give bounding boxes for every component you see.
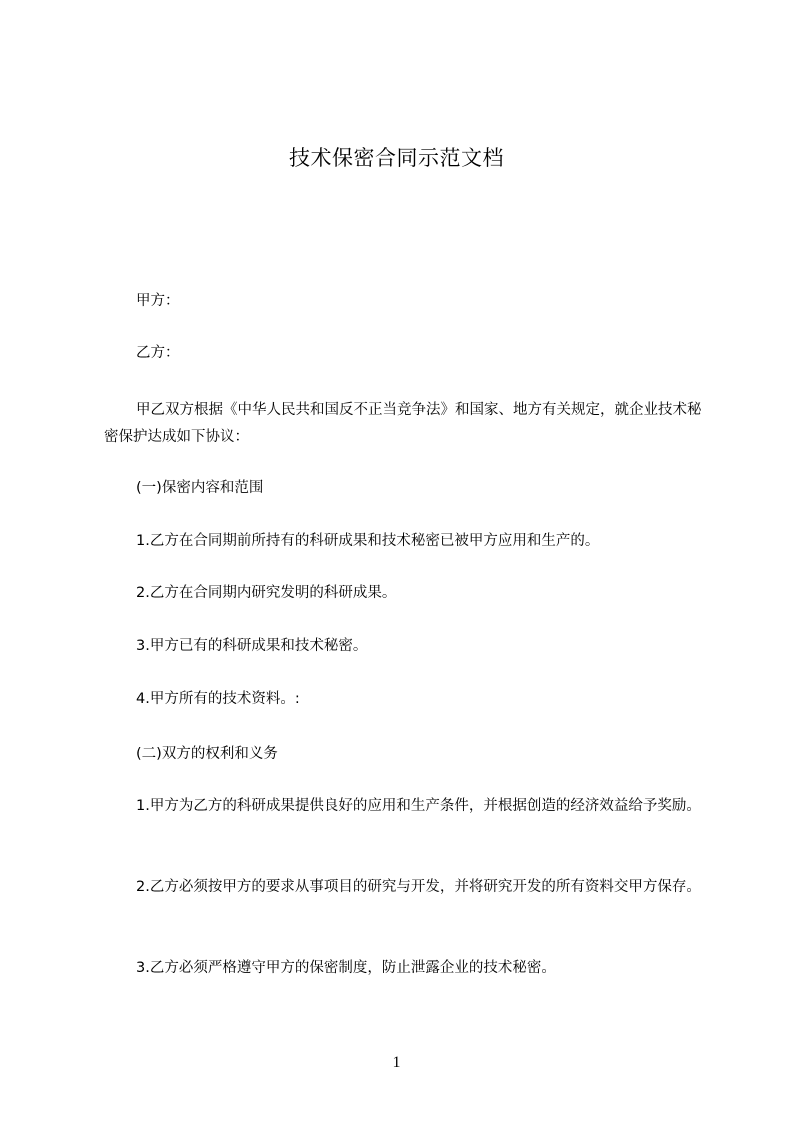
page-number: 1	[392, 1054, 401, 1071]
rights-item-2: 2.乙方必须按甲方的要求从事项目的研究与开发，并将研究开发的所有资料交甲方保存。	[136, 879, 701, 895]
rights-item-3: 3.乙方必须严格遵守甲方的保密制度，防止泄露企业的技术秘密。	[136, 960, 556, 976]
scope-item-4: 4.甲方所有的技术资料。:	[136, 691, 300, 707]
scope-item-2: 2.乙方在合同期内研究发明的科研成果。	[136, 585, 397, 601]
section-heading-scope: (一)保密内容和范围	[136, 480, 264, 496]
scope-item-1: 1.乙方在合同期前所持有的科研成果和技术秘密已被甲方应用和生产的。	[136, 533, 600, 549]
party-a-line: 甲方：	[136, 293, 180, 309]
section-heading-rights: (二)双方的权利和义务	[136, 746, 278, 762]
scope-item-3: 3.甲方已有的科研成果和技术秘密。	[136, 638, 368, 654]
rights-item-1: 1.甲方为乙方的科研成果提供良好的应用和生产条件，并根据创造的经济效益给予奖励。	[136, 798, 701, 814]
intro-paragraph: 甲乙双方根据《中华人民共和国反不正当竞争法》和国家、地方有关规定，就企业技术秘密保护达成如下协议：	[104, 402, 702, 445]
document-title: 技术保密合同示范文档	[289, 146, 504, 170]
party-b-line: 乙方：	[136, 345, 180, 361]
